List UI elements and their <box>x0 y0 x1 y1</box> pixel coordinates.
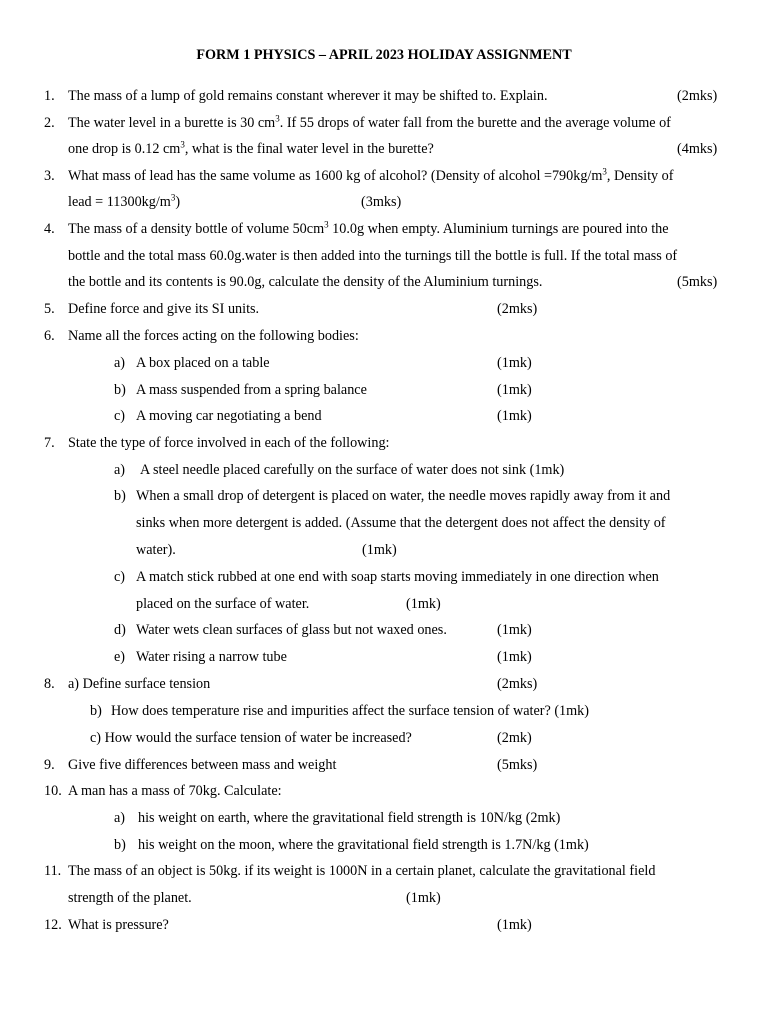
superscript: 3 <box>275 113 280 124</box>
marks-label: (1mk) <box>406 890 441 906</box>
sub-question-label: b) <box>114 488 126 504</box>
sub-question-label: b) <box>114 837 126 853</box>
sub-question-text: A box placed on a table <box>136 355 270 371</box>
question-number: 5. <box>44 301 55 317</box>
marks-label: (3mks) <box>361 194 402 210</box>
question-number: 8. <box>44 676 55 692</box>
marks-label: (1mk) <box>406 596 441 612</box>
sub-question-text: Water wets clean surfaces of glass but not waxed ones. <box>136 622 447 638</box>
question-text-line: strength of the planet. <box>68 890 192 906</box>
sub-question-text: c) How would the surface tension of water be increased? <box>90 730 412 746</box>
question-text-line <box>68 114 671 132</box>
question-number: 4. <box>44 221 55 237</box>
marks-label: (1mk) <box>497 355 532 371</box>
superscript: 3 <box>170 192 176 203</box>
question-text: Define force and give its SI units. <box>68 301 260 317</box>
superscript: 3 <box>180 139 185 150</box>
question-number: 2. <box>44 115 55 131</box>
sub-question-text: How does temperature rise and impurities affect the surface tension of water? (1mk) <box>111 703 589 719</box>
question-number: 10. <box>44 783 62 799</box>
text-segment: 10.0g when empty. Aluminium turnings are poured into the <box>328 221 669 237</box>
marks-label: (2mks) <box>497 676 538 692</box>
superscript: 3 <box>324 219 329 230</box>
sub-question-text: his weight on the moon, where the gravitational field strength is 1.7N/kg (1mk) <box>138 837 589 853</box>
sub-question-label: e) <box>114 649 126 665</box>
text-segment: The water level in a burette is 30 cm <box>68 115 276 131</box>
question-text: What is pressure? <box>68 917 169 933</box>
question-number: 9. <box>44 757 55 773</box>
sub-question-text: Water rising a narrow tube <box>136 649 287 665</box>
sub-question-label: a) <box>114 355 126 371</box>
marks-label: (2mks) <box>497 301 538 317</box>
sub-question-text-line: A match stick rubbed at one end with soap starts moving immediately in one direction when <box>136 569 659 585</box>
marks-label: (1mk) <box>497 917 532 933</box>
text-segment: one drop is 0.12 cm <box>68 141 181 157</box>
question-number: 7. <box>44 435 55 451</box>
text-segment: , what is the final water level in the burette? <box>184 141 434 157</box>
question-text: State the type of force involved in each of the following: <box>68 435 390 451</box>
question-text-line <box>68 193 180 211</box>
sub-question-text: A moving car negotiating a bend <box>136 408 322 424</box>
text-segment: lead = 11300kg/m <box>68 194 171 210</box>
sub-question-text-line: When a small drop of detergent is placed on water, the needle moves rapidly away from it and <box>136 488 671 504</box>
sub-question-text-line: sinks when more detergent is added. (Assume that the detergent does not affect the density of <box>136 515 666 531</box>
sub-question-label: c) <box>114 569 126 585</box>
sub-question-label: a) <box>114 810 126 826</box>
question-number: 1. <box>44 88 55 104</box>
question-text: The mass of a lump of gold remains constant wherever it may be shifted to. Explain. <box>68 88 548 104</box>
superscript: 3 <box>602 166 607 177</box>
question-number: 3. <box>44 168 55 184</box>
question-text-line: bottle and the total mass 60.0g.water is then added into the turnings till the bottle is full. If the total mass of <box>68 248 678 264</box>
text-segment: , Density of <box>606 168 674 184</box>
marks-label: (1mk) <box>497 622 532 638</box>
marks-label: (4mks) <box>677 141 718 157</box>
question-text-line <box>68 167 674 185</box>
marks-label: (1mk) <box>362 542 397 558</box>
sub-question-text: A mass suspended from a spring balance <box>136 382 367 398</box>
marks-label: (1mk) <box>497 649 532 665</box>
text-segment: ) <box>175 194 181 210</box>
marks-label: (2mks) <box>677 88 718 104</box>
text-segment: What mass of lead has the same volume as 1600 kg of alcohol? (Density of alcohol =790kg/m <box>68 168 603 184</box>
marks-label: (2mk) <box>497 730 532 746</box>
question-text: a) Define surface tension <box>68 676 211 692</box>
marks-label: (5mks) <box>677 274 718 290</box>
marks-label: (5mks) <box>497 757 538 773</box>
question-text: Give five differences between mass and weight <box>68 757 337 773</box>
question-text: Name all the forces acting on the following bodies: <box>68 328 359 344</box>
question-text: A man has a mass of 70kg. Calculate: <box>68 783 282 799</box>
question-number: 6. <box>44 328 55 344</box>
question-text-line: the bottle and its contents is 90.0g, calculate the density of the Aluminium turnings. <box>68 274 543 290</box>
question-number: 12. <box>44 917 62 933</box>
text-segment: . If 55 drops of water fall from the burette and the average volume of <box>279 115 671 131</box>
sub-question-text: his weight on earth, where the gravitational field strength is 10N/kg (2mk) <box>138 810 561 826</box>
question-number: 11. <box>44 863 62 879</box>
sub-question-label: d) <box>114 622 126 638</box>
marks-label: (1mk) <box>497 382 532 398</box>
marks-label: (1mk) <box>497 408 532 424</box>
sub-question-text-line: placed on the surface of water. <box>136 596 310 612</box>
sub-question-label: a) <box>114 462 126 478</box>
sub-question-label: c) <box>114 408 126 424</box>
question-text-line <box>68 140 434 158</box>
question-text-line <box>68 220 669 238</box>
sub-question-label: b) <box>114 382 126 398</box>
sub-question-label: b) <box>90 703 102 719</box>
question-text-line: The mass of an object is 50kg. if its weight is 1000N in a certain planet, calculate the gravitational field <box>68 863 656 879</box>
page-title: FORM 1 PHYSICS – APRIL 2023 HOLIDAY ASSIGNMENT <box>196 47 572 63</box>
text-segment: The mass of a density bottle of volume 50cm <box>68 221 325 237</box>
sub-question-text-line: water). <box>136 542 176 558</box>
sub-question-text: A steel needle placed carefully on the surface of water does not sink (1mk) <box>140 462 565 478</box>
